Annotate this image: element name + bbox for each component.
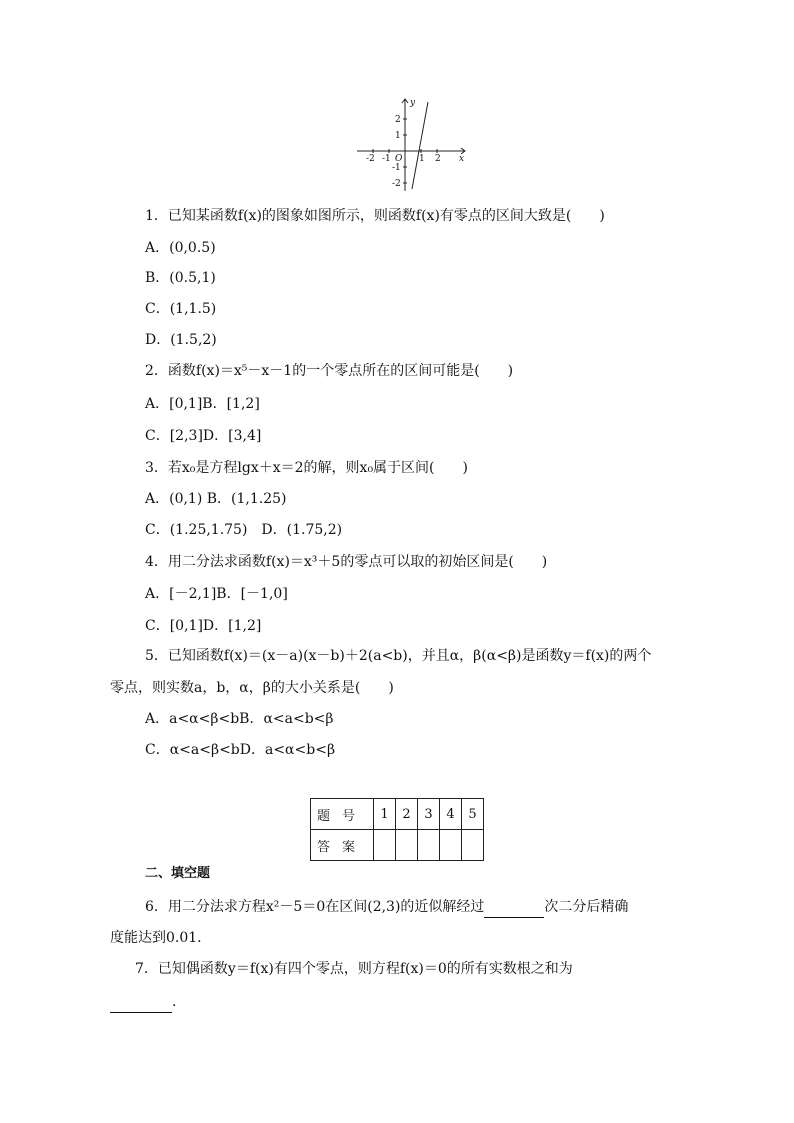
y-tick-label: -2 [392,179,401,189]
question-4-options-ab: A．[－2,1]B．[－1,0] [145,586,288,602]
answer-cell[interactable] [418,830,440,861]
y-tick-label: -1 [392,163,401,173]
x-tick-label: 2 [435,154,441,164]
question-7-end: . [172,994,177,1010]
question-7-blank[interactable] [110,992,172,1013]
question-5-stem-cont: 零点，则实数a，b，α，β的大小关系是( ) [110,680,394,696]
question-number: 3 [418,799,440,830]
answer-cell[interactable] [374,830,396,861]
question-1-stem: 1．已知某函数f(x)的图象如图所示，则函数f(x)有零点的区间大致是( ) [145,208,605,224]
question-6-text-cont: 次二分后精确 [544,899,629,915]
question-1-option-a: A．(0,0.5) [145,240,216,256]
question-number-header: 题号 [311,799,374,830]
table-row [311,799,484,830]
answer-cell[interactable] [396,830,418,861]
question-3-options-ab: A．(0,1) B．(1,1.25) [145,491,287,507]
table-row [311,830,484,861]
function-line [412,102,428,189]
question-4-options-cd: C．[0,1]D．[1,2] [145,618,262,634]
answer-table [310,798,484,861]
question-3-stem: 3．若x₀是方程lgx＋x＝2的解，则x₀属于区间( ) [145,460,468,476]
question-1-option-c: C．(1,1.5) [145,301,217,317]
answer-header: 答案 [311,830,374,861]
question-6-blank[interactable] [484,897,544,918]
question-6-text: 6．用二分法求方程x²－5＝0在区间(2,3)的近似解经过 [145,899,485,915]
question-6-line2: 度能达到0.01. [110,930,202,946]
question-number: 1 [374,799,396,830]
x-tick-label: -2 [366,154,375,164]
question-5-options-ab: A．a<α<β<bB．α<a<b<β [145,711,334,727]
x-tick-label: 1 [419,154,425,164]
question-5-stem: 5．已知函数f(x)＝(x－a)(x－b)＋2(a<b)，并且α，β(α<β)是函数y＝f(x)的两个 [145,648,652,664]
question-5-options-cd: C．α<a<β<bD．a<α<b<β [145,742,336,758]
x-tick-label: -1 [382,154,391,164]
y-tick-label: 1 [395,131,401,141]
question-2-options-ab: A．[0,1]B．[1,2] [145,396,260,412]
question-number: 5 [462,799,484,830]
question-number: 4 [440,799,462,830]
y-axis-label: y [410,98,416,108]
question-3-options-cd: C．(1.25,1.75) D．(1.75,2) [145,522,343,538]
origin-label: O [395,154,403,164]
question-6-line [145,897,628,918]
question-7-answer-line [110,992,176,1013]
answer-cell[interactable] [440,830,462,861]
question-7-line: 7．已知偶函数y＝f(x)有四个零点，则方程f(x)＝0的所有实数根之和为 [135,961,573,977]
y-tick-label: 2 [395,115,401,125]
answer-cell[interactable] [462,830,484,861]
question-2-options-cd: C．[2,3]D．[3,4] [145,428,262,444]
x-axis-label: x [459,154,465,164]
question-1-option-d: D．(1.5,2) [145,332,217,348]
question-2-stem: 2．函数f(x)＝x⁵－x－1的一个零点所在的区间可能是( ) [145,363,514,379]
question-number: 2 [396,799,418,830]
question-4-stem: 4．用二分法求函数f(x)＝x³＋5的零点可以取的初始区间是( ) [145,554,548,570]
function-graph [355,95,470,195]
question-1-option-b: B．(0.5,1) [145,270,216,286]
section-heading: 二、填空题 [145,866,211,881]
